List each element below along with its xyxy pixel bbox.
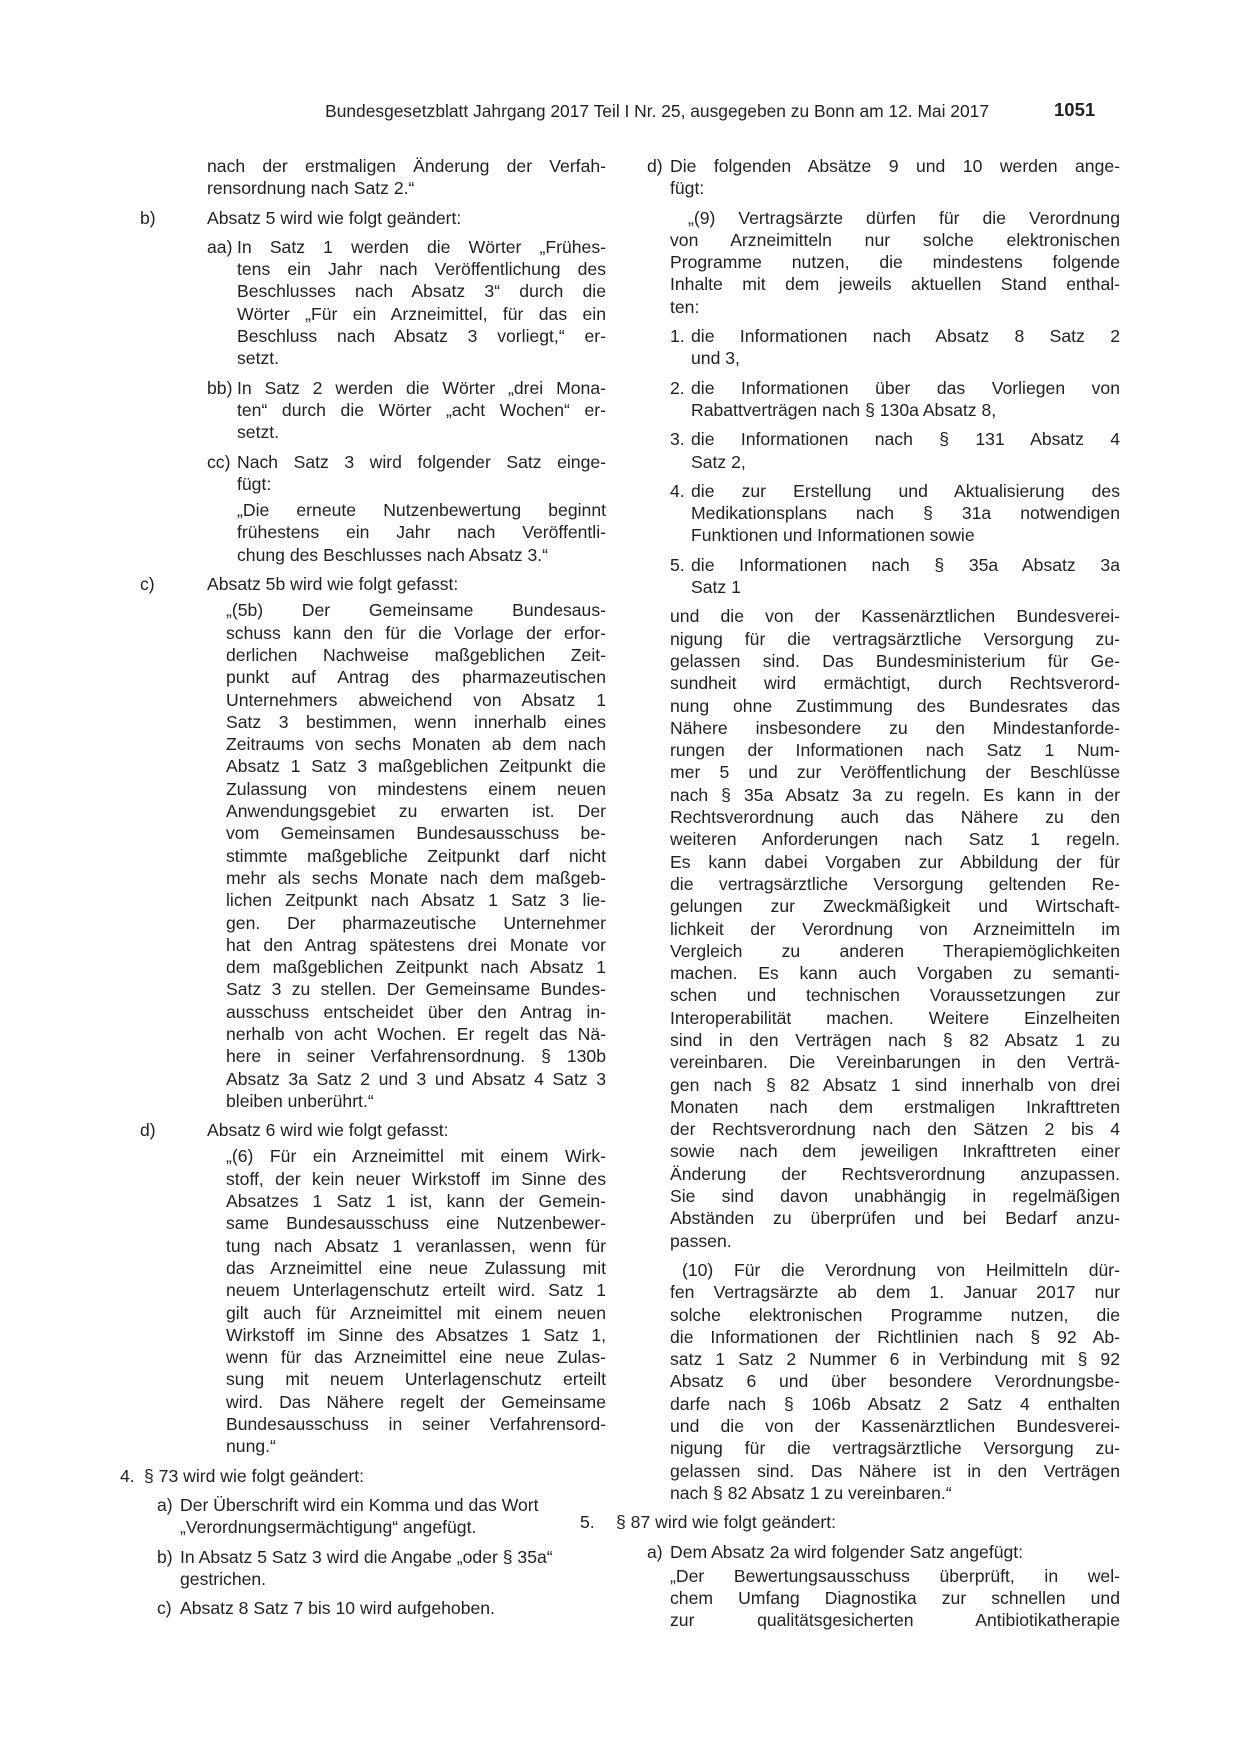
text-line: setzt. [237,348,280,369]
text-line: Absatz 8 Satz 7 bis 10 wird aufgehoben. [180,1598,495,1619]
text-line: ten: [670,296,700,317]
text-line: stimmte maßgebliche Zeitpunkt darf nicht [226,845,606,866]
list-item-5 [640,554,1120,599]
text-line: Wirkstoff im Sinne des Absatzes 1 Satz 1, [226,1324,606,1345]
text-line: „(6) Für ein Arzneimittel mit einem Wirk- [226,1146,606,1167]
text-line: Dem Absatz 2a wird folgender Satz angefügt: [670,1541,1024,1562]
text-line: sowie nach dem jeweiligen Inkrafttreten einer [670,1141,1120,1162]
text-line: darfe nach § 106b Absatz 2 Satz 4 enthalten [670,1393,1120,1414]
text-line: nach § 35a Absatz 3a zu regeln. Es kann in der [670,784,1120,805]
text-line: Abständen zu überprüfen und bei Bedarf anzu- [670,1208,1120,1229]
item-text: § 87 wird wie folgt geändert: [616,1512,837,1533]
text-line: Es kann dabei Vorgaben zur Abbildung der für [670,851,1120,872]
subitem-bb [140,377,606,444]
text-line: here in seiner Verfahrensordnung. § 130b [226,1046,606,1067]
subitem-aa [140,236,606,370]
text-line: Zeitraums von sechs Monaten ab dem nach [226,734,606,755]
text-line: Anwendungsgebiet zu erwarten ist. Der [226,801,606,822]
text-line: der Rechtsverordnung nach den Sätzen 2 bis 4 [670,1119,1120,1140]
text-line: Absatz 1 Satz 3 maßgeblichen Zeitpunkt die [226,756,606,777]
text-line: vereinbaren. Die Vereinbarungen in den Verträ- [670,1052,1120,1073]
item-text: Absatz 5b wird wie folgt gefasst: [207,574,459,595]
text-line: chung des Beschlusses nach Absatz 3.“ [237,544,549,565]
text-line: gen. Der pharmazeutische Unternehmer [226,912,606,933]
text-line: Nähere insbesondere zu den Mindestanforde- [670,717,1120,738]
item-text: Absatz 6 wird wie folgt gefasst: [207,1120,449,1141]
item-d-right [640,155,1120,200]
text-line: Interoperabilität machen. Weitere Einzelheiten [670,1007,1120,1028]
text-line: „(9) Vertragsärzte dürfen für die Verordnung [688,207,1120,228]
text-line: die Informationen nach § 35a Absatz 3a [691,554,1120,575]
text-line: schen und technischen Voraussetzungen zur [670,985,1120,1006]
text-line: vom Gemeinsamen Bundesausschuss be- [226,823,606,844]
list-label: 2. [670,377,685,398]
text-line: „Der Bewertungsausschuss überprüft, in wel- [670,1565,1120,1586]
quote-5a [640,1565,1120,1632]
subitem-label: bb) [207,377,233,398]
text-line: satz 1 Satz 2 Nummer 6 in Verbindung mit § 92 [670,1349,1120,1370]
text-line: lichen Zeitpunkt nach Absatz 1 Satz 3 lie- [226,890,606,911]
text-line: Satz 3 zu stellen. Der Gemeinsame Bundes- [226,979,606,1000]
text-line: die Informationen über das Vorliegen von [691,377,1120,398]
text-line: Beschluss nach Absatz 3 vorliegt,“ er- [237,326,606,347]
text-line: zur qualitätsgesicherten Antibiotikatherapie [670,1610,1120,1631]
text-line: nerhalb von acht Wochen. Er regelt das Nä- [226,1023,606,1044]
text-line: Zulassung von mindestens einem neuen [226,778,606,799]
text-line: Inhalte mit dem jeweils aktuellen Stand enthal- [670,274,1120,295]
text-line: Unternehmers abweichend von Absatz 1 [226,689,606,710]
text-line: Vergleich zu anderen Therapiemöglichkeiten [670,940,1120,961]
text-line: hat den Antrag spätestens drei Monate vor [226,934,606,955]
text-line: „Die erneute Nutzenbewertung beginnt [237,500,606,521]
subitem-label: aa) [207,236,233,257]
text-line: dem maßgeblichen Zeitpunkt nach Absatz 1 [226,957,606,978]
text-line: solche elektronischen Programme nutzen, die [670,1304,1120,1325]
text-line: nigung für die vertragsärztliche Versorgung zu- [670,628,1120,649]
text-line: gelungen zur Zweckmäßigkeit und Wirtschaft- [670,896,1120,917]
text-line: ausschuss entscheidet über den Antrag in- [226,1001,606,1022]
text-line: (10) Für die Verordnung von Heilmitteln dür- [682,1259,1120,1280]
continuation-paragraph [140,155,606,200]
text-line: In Absatz 5 Satz 3 wird die Angabe „oder § 35a“ [180,1546,553,1567]
item-d [140,1119,606,1141]
text-line: nung.“ [226,1436,276,1457]
text-line: und die von der Kassenärztlichen Bundesverei- [670,1416,1120,1437]
text-line: nung ohne Zustimmung des Bundesrates das [670,695,1120,716]
item-label: b) [157,1546,173,1567]
text-line: derlichen Nachweise maßgeblichen Zeit- [226,644,606,665]
item-label: d) [140,1120,156,1141]
text-line: weiteren Anforderungen nach Satz 1 regeln. [670,829,1120,850]
text-line: „(5b) Der Gemeinsame Bundesaus- [226,600,606,621]
text-line: Sie sind davon unabhängig in regelmäßigen [670,1186,1120,1207]
text-line: gelassen sind. Das Nähere ist in den Verträgen [670,1460,1120,1481]
text-line: von Arzneimitteln nur solche elektronischen [670,229,1120,250]
text-line: frühestens ein Jahr nach Veröffentli- [237,522,606,543]
text-line: wird. Das Nähere regelt der Gemeinsame [226,1391,606,1412]
text-line: die vertragsärztliche Versorgung geltenden Re- [670,873,1120,894]
text-line: „Verordnungsermächtigung“ angefügt. [180,1517,477,1538]
item-label: 5. [580,1512,595,1533]
text-line: Monaten nach dem erstmaligen Inkrafttreten [670,1096,1120,1117]
item-4b [140,1546,606,1591]
text-line: bleiben unberührt.“ [226,1090,374,1111]
text-line: ten“ durch die Wörter „acht Wochen“ er- [237,399,606,420]
text-line: rensordnung nach Satz 2.“ [207,178,415,199]
text-line: Programme nutzen, die mindestens folgende [670,252,1120,273]
text-line: Absatz 6 und über besondere Verordnungsbe- [670,1371,1120,1392]
text-line: lichkeit der Verordnung von Arzneimitteln im [670,918,1120,939]
text-line: gestrichen. [180,1568,267,1589]
text-line: Wörter „Für ein Arzneimittel, für das ein [237,303,606,324]
text-line: tung nach Absatz 1 veranlassen, wenn für [226,1235,606,1256]
text-line: Rabattverträgen nach § 130a Absatz 8, [691,399,997,420]
page-number: 1051 [1054,99,1096,120]
text-line: Nach Satz 3 wird folgender Satz einge- [237,451,606,472]
item-label: b) [140,207,156,228]
text-line: Absatz 3a Satz 2 und 3 und Absatz 4 Satz 3 [226,1068,606,1089]
text-line: wenn für das Arzneimittel eine neue Zulas- [226,1347,606,1368]
text-line: gen nach § 82 Absatz 1 sind innerhalb von drei [670,1074,1120,1095]
text-line: In Satz 2 werden die Wörter „drei Mona- [237,377,606,398]
text-line: setzt. [237,422,280,443]
item-4a [140,1494,606,1539]
item-label: a) [647,1541,663,1562]
list-label: 4. [670,480,685,501]
text-line: die Informationen der Richtlinien nach § 92 Ab- [670,1326,1120,1347]
text-line: gilt auch für Arzneimittel mit einem neuen [226,1302,606,1323]
text-line: die Informationen nach Absatz 8 Satz 2 [691,326,1120,347]
text-line: Funktionen und Informationen sowie [691,525,975,546]
text-line: neuem Unterlagenschutz erteilt wird. Satz 1 [226,1280,606,1301]
text-line: tens ein Jahr nach Veröffentlichung des [237,259,606,280]
text-line: machen. Es kann auch Vorgaben zu semanti- [670,963,1120,984]
running-header: Bundesgesetzblatt Jahrgang 2017 Teil I Nr. 25, ausgegeben zu Bonn am 12. Mai 2017 [325,101,989,121]
text-line: mehr als sechs Monate nach dem maßgeb- [226,867,606,888]
text-line: schuss kann den für die Vorlage der erfor- [226,622,606,643]
text-line: nach der erstmaligen Änderung der Verfah- [207,156,606,176]
item-c [140,573,606,595]
text-line: In Satz 1 werden die Wörter „Frühes- [237,236,606,257]
text-line: Medikationsplans nach § 31a notwendigen [691,503,1120,524]
item-label: a) [157,1494,173,1515]
paragraph-9-continued [640,605,1120,1252]
quote-cc [140,499,606,566]
text-line: Änderung der Rechtsverordnung anzupassen. [670,1163,1120,1184]
text-line: fügt: [237,473,272,494]
right-column [580,155,1120,1639]
item-4 [120,1465,606,1487]
paragraph-9 [640,207,1120,318]
quote-5b [140,599,606,1112]
text-line: Absatzes 1 Satz 1 ist, kann der Gemein- [226,1191,606,1212]
text-line: mer 5 und zur Veröffentlichung der Beschlüsse [670,762,1120,783]
text-line: chem Umfang Diagnostika zur schnellen und [670,1588,1120,1609]
list-item-2 [640,377,1120,422]
item-label: c) [140,574,155,595]
text-line: Bundesausschuss in seiner Verfahrensord- [226,1414,606,1435]
text-line: fügt: [670,178,705,199]
subitem-cc [140,451,606,496]
list-label: 1. [670,326,685,347]
text-line: sundheit wird ermächtigt, durch Rechtsverord- [670,673,1120,694]
text-line: Der Überschrift wird ein Komma und das Wort [180,1494,539,1515]
text-line: sung mit neuem Unterlagenschutz erteilt [226,1369,606,1390]
text-line: Satz 2, [691,451,746,472]
text-line: Satz 3 bestimmen, wenn innerhalb eines [226,711,606,732]
text-line: die zur Erstellung und Aktualisierung des [691,480,1120,501]
text-line: same Bundesausschuss eine Nutzenbewer- [226,1213,606,1234]
text-line: Satz 1 [691,577,741,598]
text-line: stoff, der kein neuer Wirkstoff im Sinne des [226,1168,606,1189]
text-line: nach § 82 Absatz 1 zu vereinbaren.“ [670,1482,952,1503]
text-line: punkt auf Antrag des pharmazeutischen [226,667,606,688]
item-label: d) [647,156,663,176]
text-line: Rechtsverordnung auch das Nähere zu den [670,807,1120,828]
text-line: Beschlusses nach Absatz 3“ durch die [237,281,606,302]
item-5 [580,1511,1120,1533]
item-4c [140,1597,606,1619]
list-label: 5. [670,554,685,575]
item-text: Absatz 5 wird wie folgt geändert: [207,207,462,228]
quote-6 [140,1145,606,1457]
text-line: das Arzneimittel eine neue Zulassung mit [226,1257,606,1278]
list-label: 3. [670,429,685,450]
text-line: und die von der Kassenärztlichen Bundesverei- [670,606,1120,627]
text-line: passen. [670,1230,732,1251]
item-b [140,207,606,229]
item-text: § 73 wird wie folgt geändert: [144,1465,365,1486]
text-line: rungen der Informationen nach Satz 1 Num- [670,740,1120,761]
subitem-label: cc) [207,451,231,472]
item-label: c) [157,1598,172,1619]
text-line: Die folgenden Absätze 9 und 10 werden ange- [670,156,1120,176]
list-item-1 [640,325,1120,370]
left-column [120,155,606,1626]
text-line: die Informationen nach § 131 Absatz 4 [691,429,1120,450]
list-item-3 [640,428,1120,473]
page-header [0,100,1241,126]
list-item-4 [640,480,1120,547]
item-5a [640,1541,1120,1563]
paragraph-10 [640,1259,1120,1504]
item-label: 4. [120,1465,135,1486]
text-line: sind in den Verträgen nach § 82 Absatz 1 zu [670,1029,1120,1050]
text-line: und 3, [691,348,740,369]
text-line: gelassen sind. Das Bundesministerium für Ge- [670,650,1120,671]
text-line: nigung für die vertragsärztliche Versorgung zu- [670,1438,1120,1459]
text-line: fen Vertragsärzte ab dem 1. Januar 2017 nur [670,1282,1120,1303]
